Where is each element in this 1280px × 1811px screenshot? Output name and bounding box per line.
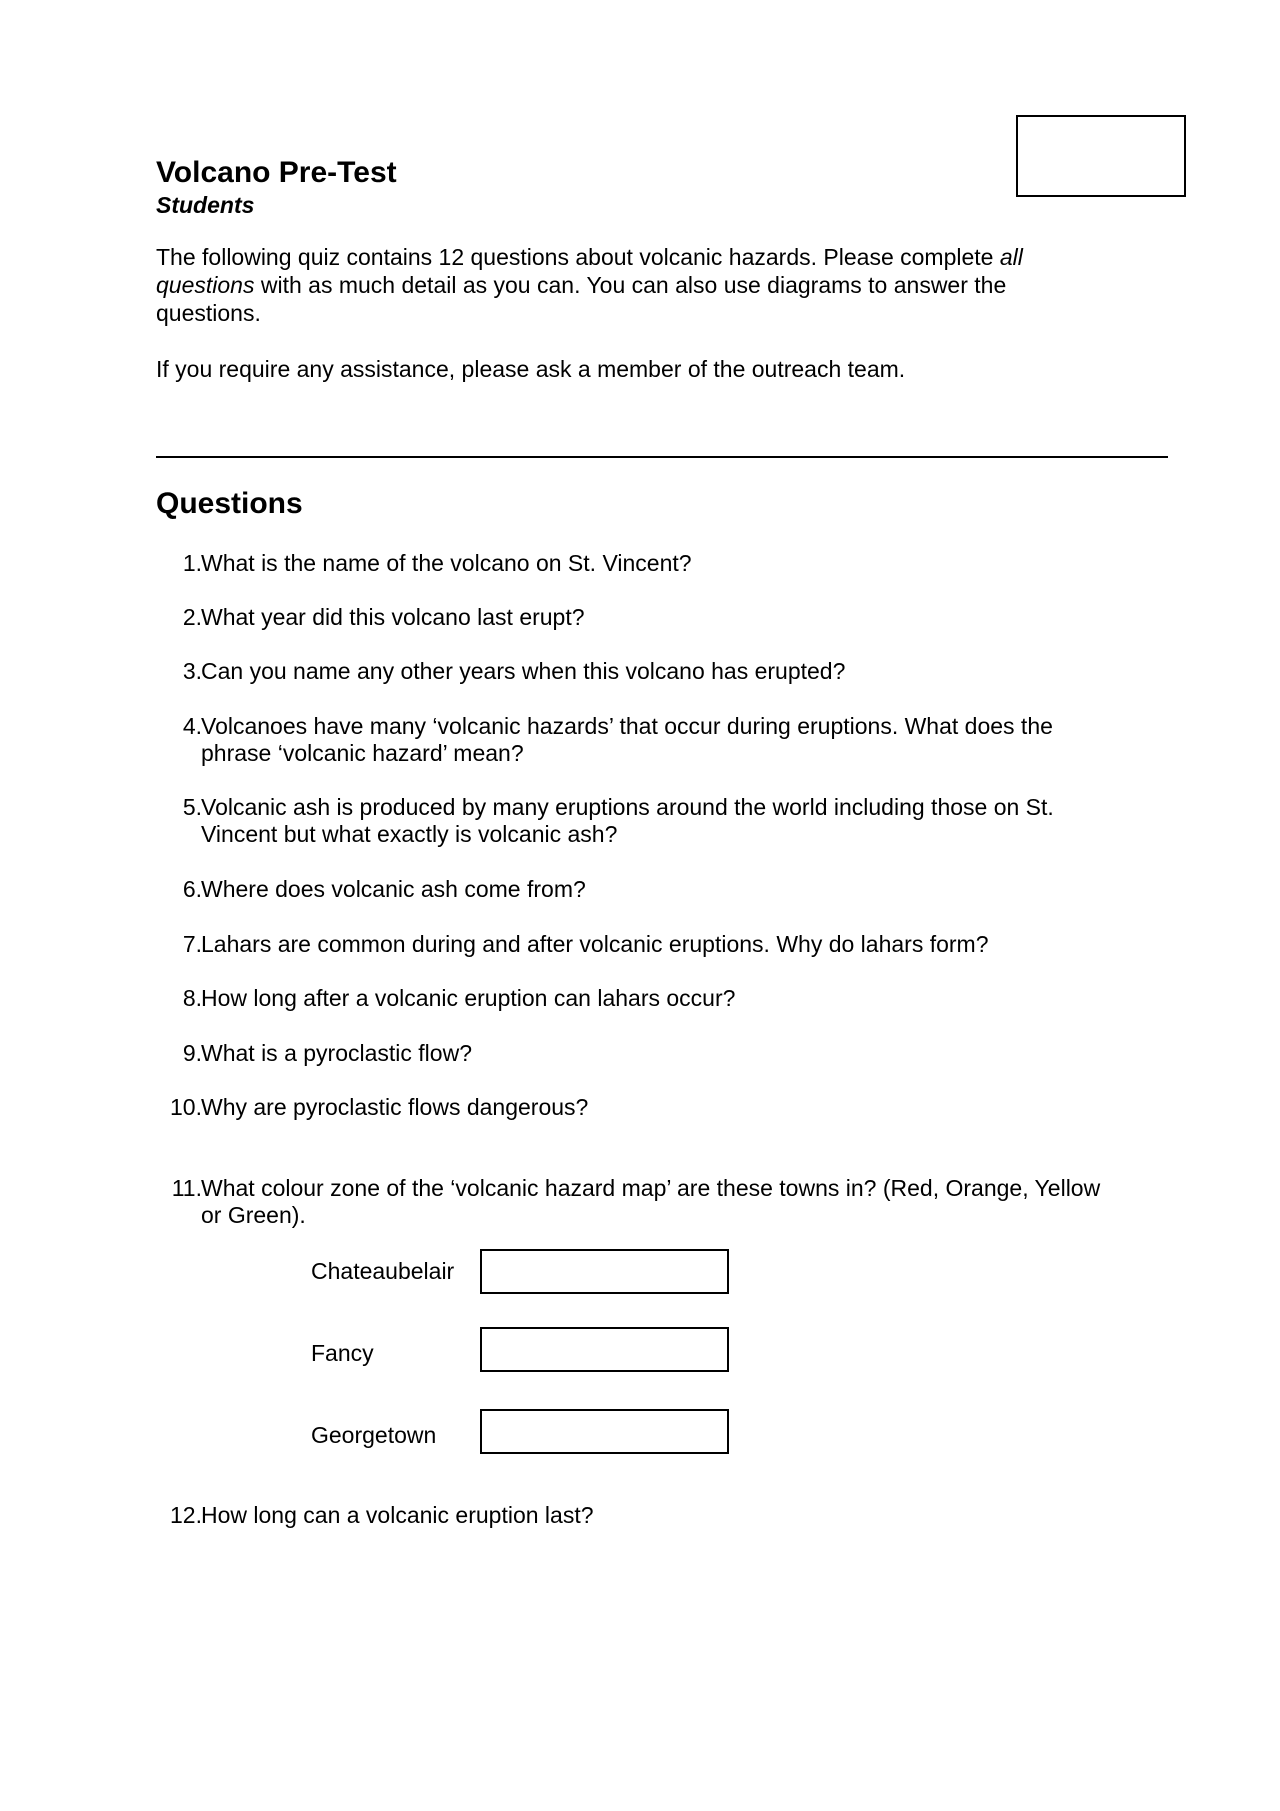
question-number: 2. [182, 604, 202, 630]
student-id-box[interactable] [1016, 115, 1186, 197]
question-number: 10. [170, 1094, 202, 1120]
answer-box-fancy[interactable] [480, 1327, 729, 1372]
question-number: 11. [171, 1175, 202, 1201]
town-label-chateaubelair: Chateaubelair [311, 1258, 455, 1284]
town-label-fancy: Fancy [311, 1340, 374, 1366]
intro-text-end: with as much detail as you can. You can also use diagrams to answer the questions. [156, 272, 1007, 326]
assistance-note: If you require any assistance, please ask a member of the outreach team. [156, 356, 906, 382]
question-text: What is the name of the volcano on St. Vincent? [201, 550, 692, 576]
answer-box-chateaubelair[interactable] [480, 1249, 729, 1294]
town-label-georgetown: Georgetown [311, 1422, 437, 1448]
question-text: Can you name any other years when this volcano has erupted? [201, 658, 846, 684]
question-number: 3. [182, 658, 202, 684]
question-text: Where does volcanic ash come from? [201, 876, 586, 902]
question-number: 5. [182, 794, 202, 820]
questions-heading: Questions [156, 487, 303, 520]
intro-emphasis: all questions [156, 244, 1023, 298]
question-text: Why are pyroclastic flows dangerous? [201, 1094, 589, 1120]
answer-box-georgetown[interactable] [480, 1409, 729, 1454]
intro-paragraph [156, 243, 1076, 327]
question-text: How long can a volcanic eruption last? [201, 1502, 594, 1528]
page-subtitle: Students [156, 192, 255, 218]
question-text: Volcanoes have many ‘volcanic hazards’ that occur during eruptions. What does the phrase ‘volcanic hazard’ mean? [201, 713, 1053, 766]
section-divider [156, 456, 1168, 458]
question-number: 7. [182, 931, 202, 957]
question-text: What is a pyroclastic flow? [201, 1040, 472, 1066]
question-number: 12. [170, 1502, 202, 1528]
question-number: 4. [182, 713, 202, 739]
question-text: What year did this volcano last erupt? [201, 604, 585, 630]
question-text: How long after a volcanic eruption can lahars occur? [201, 985, 736, 1011]
question-text: What colour zone of the ‘volcanic hazard map’ are these towns in? (Red, Orange, Yellow or Green). [201, 1175, 1101, 1228]
question-text: Lahars are common during and after volcanic eruptions. Why do lahars form? [201, 931, 989, 957]
intro-text-start: The following quiz contains 12 questions about volcanic hazards. Please complete [156, 244, 1000, 270]
question-number: 6. [182, 876, 202, 902]
question-number: 8. [182, 985, 202, 1011]
question-number: 9. [182, 1040, 202, 1066]
question-number: 1. [182, 550, 202, 576]
page-title: Volcano Pre-Test [156, 156, 397, 189]
question-text: Volcanic ash is produced by many eruptions around the world including those on St. Vincent but what exactly is volcanic ash? [201, 794, 1054, 847]
